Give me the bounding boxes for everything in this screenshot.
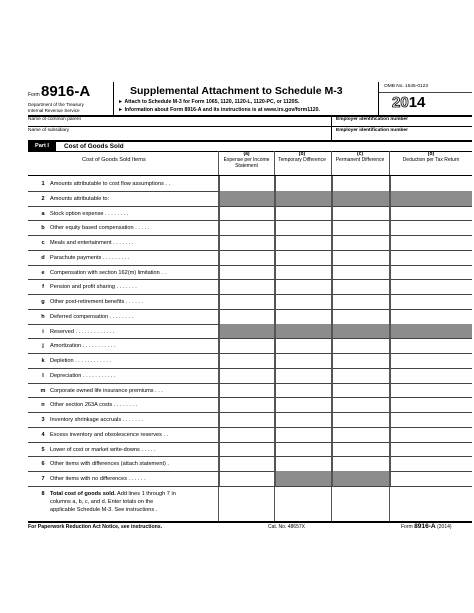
form-prefix: Form xyxy=(28,92,40,98)
column-label-b: Temporary Difference xyxy=(278,156,326,163)
line-8-text-1a: Add lines 1 through 7 in xyxy=(115,491,176,497)
line-leader-dots: . . . . . . . . xyxy=(103,210,129,217)
line-leader-dots: . . . xyxy=(153,387,163,394)
amount-cell-col-d[interactable] xyxy=(390,220,472,235)
amount-cell-col-d[interactable] xyxy=(390,471,472,486)
amount-cell-col-c[interactable] xyxy=(332,442,389,457)
line-label xyxy=(50,461,169,467)
line-number: g xyxy=(41,299,45,305)
line-8-bold: Total cost of goods sold. xyxy=(50,491,116,497)
line-8-text-3 xyxy=(50,508,157,514)
line-leader-dots: . . xyxy=(163,181,171,187)
amount-cell-col-b[interactable] xyxy=(275,279,331,294)
line-label-text: Amounts attributable to: xyxy=(50,195,110,202)
line-label-text: Parachute payments xyxy=(50,254,102,261)
column-letter-c: (c) xyxy=(356,151,364,157)
column-label-c: Permanent Difference xyxy=(335,156,385,163)
amount-cell-col-a[interactable] xyxy=(219,368,274,383)
line-leader-dots: . . . . . . . xyxy=(115,284,137,291)
line-row xyxy=(28,427,472,442)
amount-cell-col-a[interactable] xyxy=(219,383,274,398)
amount-cell-col-a[interactable] xyxy=(219,427,274,442)
paperwork-notice: For Paperwork Reduction Act Notice, see instructions. xyxy=(28,524,163,530)
line-label-text: Depreciation xyxy=(50,372,82,379)
amount-cell-col-d[interactable] xyxy=(390,368,472,383)
line-label-text: Lower of cost or market write-downs xyxy=(50,446,140,453)
amount-cell-col-b[interactable] xyxy=(275,206,331,221)
amount-cell-col-b[interactable] xyxy=(275,338,331,353)
amount-cell-col-b[interactable] xyxy=(275,220,331,235)
column-letter-d: (d) xyxy=(427,151,435,157)
amount-cell-col-b[interactable] xyxy=(275,427,331,442)
amount-cell-col-d[interactable] xyxy=(390,442,472,457)
line-number: e xyxy=(41,269,45,276)
line-leader-dots: . . . . . . xyxy=(127,476,146,482)
line-label xyxy=(50,314,133,320)
items-header: Cost of Goods Sold Items xyxy=(82,157,146,163)
amount-cell-col-c[interactable] xyxy=(332,279,389,294)
identity-divider-1 xyxy=(331,116,332,126)
amount-cell-col-b[interactable] xyxy=(275,412,331,427)
column-letter-b: (b) xyxy=(298,151,306,157)
common-parent-field[interactable] xyxy=(28,126,472,127)
amount-cell-col-d[interactable] xyxy=(390,279,472,294)
amount-cell-col-a[interactable] xyxy=(219,235,274,250)
footer-form-label xyxy=(401,524,452,531)
line-8-text-3a: applicable Schedule M-3. See instructions xyxy=(50,507,155,513)
line-leader-dots: . . . . . . . . . xyxy=(101,254,130,261)
line-leader-dots: . . . . . . . . . . . xyxy=(81,343,116,350)
service-line: Internal Revenue Service xyxy=(28,108,80,113)
amount-cell-col-a[interactable] xyxy=(219,176,274,191)
line-number: c xyxy=(41,240,45,246)
amount-cell-col-a[interactable] xyxy=(219,220,274,235)
line-leader-dots: . . . . . xyxy=(139,446,156,453)
line-number: 6 xyxy=(41,461,45,468)
line-label xyxy=(50,329,114,335)
amount-cell-col-a[interactable] xyxy=(219,412,274,427)
ein-label-subsidiary: Employer identification number xyxy=(336,128,408,133)
column-header-b xyxy=(277,152,327,164)
line-label-text: Corporate owned life insurance premiums xyxy=(50,387,154,394)
amount-cell-col-b[interactable] xyxy=(275,250,331,265)
line-label-text: Inventory shrinkage accruals xyxy=(50,417,122,423)
line-number: h xyxy=(41,313,45,320)
line-row xyxy=(28,456,472,471)
amount-cell-col-d[interactable] xyxy=(390,397,472,412)
amount-cell-col-b[interactable] xyxy=(275,235,331,250)
line-label-text: Reserved xyxy=(50,328,74,335)
line-label-text: Other equity based compensation xyxy=(50,225,134,232)
line-leader-dots: . . . . . . . . . . . . xyxy=(73,358,111,364)
amount-cell-col-d[interactable] xyxy=(390,338,472,353)
line-row xyxy=(28,176,472,191)
line-label xyxy=(50,432,168,438)
column-letter-a: (a) xyxy=(243,151,250,157)
tax-year-prefix: 20 xyxy=(392,94,409,111)
line-row xyxy=(28,235,472,250)
line-label-text: Amounts attributable to cost flow assumptions xyxy=(50,181,164,187)
line-label xyxy=(50,476,146,482)
amount-cell-col-a[interactable] xyxy=(219,309,274,324)
amount-cell-col-a[interactable] xyxy=(219,353,274,368)
amount-cell-col-b[interactable] xyxy=(275,383,331,398)
line-8-col-d[interactable] xyxy=(390,491,472,521)
common-parent-label: Name of common parent xyxy=(28,117,81,122)
amount-cell-col-a xyxy=(219,191,274,206)
line-row xyxy=(28,206,472,221)
amount-cell-col-a[interactable] xyxy=(219,250,274,265)
line-leader-dots: . xyxy=(165,461,169,468)
subsidiary-field[interactable] xyxy=(28,140,472,142)
line-label xyxy=(50,343,115,349)
amount-cell-col-c[interactable] xyxy=(332,383,389,398)
column-header-a xyxy=(219,152,274,169)
form-title: Supplemental Attachment to Schedule M-3 xyxy=(130,85,343,97)
line-number: a xyxy=(41,210,45,217)
form-number: 8916-A xyxy=(41,83,91,100)
line-row xyxy=(28,412,472,427)
amount-cell-col-b[interactable] xyxy=(275,294,331,309)
line-8-text-1 xyxy=(50,492,176,498)
amount-cell-col-c[interactable] xyxy=(332,427,389,442)
line-number: 3 xyxy=(41,417,45,423)
line-8-col-b[interactable] xyxy=(275,491,331,521)
amount-cell-col-b[interactable] xyxy=(275,456,331,471)
line-label xyxy=(50,299,143,305)
line-leader-dots: . . . . . . . xyxy=(111,240,134,246)
line-row xyxy=(28,220,472,235)
footer-form-prefix: Form xyxy=(401,524,413,530)
line-row xyxy=(28,324,472,339)
amount-cell-col-c[interactable] xyxy=(332,220,389,235)
ein-label-parent: Employer identification number xyxy=(336,117,408,122)
amount-cell-col-b[interactable] xyxy=(275,309,331,324)
subsidiary-label: Name of subsidiary xyxy=(28,128,70,133)
amount-cell-col-a xyxy=(219,324,274,339)
line-number: b xyxy=(41,225,45,232)
amount-cell-col-b[interactable] xyxy=(275,442,331,457)
line-label xyxy=(50,240,133,246)
line-number: 4 xyxy=(41,431,45,438)
part-tag xyxy=(28,142,56,151)
line-row xyxy=(28,294,472,309)
line-8-number: 8 xyxy=(41,491,45,497)
amount-cell-col-c[interactable] xyxy=(332,412,389,427)
amount-cell-col-a[interactable] xyxy=(219,265,274,280)
line-label xyxy=(50,270,166,276)
amount-cell-col-d[interactable] xyxy=(390,176,472,191)
amount-cell-col-b[interactable] xyxy=(275,265,331,280)
line-label xyxy=(50,284,137,290)
amount-cell-col-c[interactable] xyxy=(332,456,389,471)
tax-year-suffix: 14 xyxy=(408,94,426,111)
catalog-number: Cat. No. 48657X xyxy=(268,524,305,530)
line-label-text: Stock option expense xyxy=(50,210,104,217)
amount-cell-col-c[interactable] xyxy=(332,397,389,412)
amount-cell-col-c[interactable] xyxy=(332,250,389,265)
amount-cell-col-a[interactable] xyxy=(219,206,274,221)
line-number: n xyxy=(41,402,45,409)
line-8-col-a[interactable] xyxy=(219,491,274,521)
line-label-text: Excess inventory and obsolescence reserves xyxy=(50,431,162,438)
amount-cell-col-c[interactable] xyxy=(332,235,389,250)
header-divider-left xyxy=(113,82,114,115)
amount-cell-col-a[interactable] xyxy=(219,456,274,471)
tax-year xyxy=(392,95,425,110)
amount-cell-col-c[interactable] xyxy=(332,368,389,383)
amount-cell-col-a[interactable] xyxy=(219,442,274,457)
table-bottom-rule xyxy=(28,521,472,523)
amount-cell-col-b[interactable] xyxy=(275,353,331,368)
line-label xyxy=(50,211,128,217)
header-divider-right xyxy=(378,82,379,115)
line-label-text: Other section 263A costs xyxy=(50,402,113,409)
amount-cell-col-b xyxy=(275,324,331,339)
line-number: 5 xyxy=(41,446,45,453)
line-number: 7 xyxy=(41,476,45,482)
amount-cell-col-d[interactable] xyxy=(390,427,472,442)
amount-cell-col-b[interactable] xyxy=(275,368,331,383)
line-number: k xyxy=(41,358,45,364)
amount-cell-col-c[interactable] xyxy=(332,176,389,191)
amount-cell-col-d[interactable] xyxy=(390,309,472,324)
amount-cell-col-d[interactable] xyxy=(390,206,472,221)
column-label-d: Deduction per Tax Return xyxy=(402,156,460,163)
amount-cell-col-b[interactable] xyxy=(275,397,331,412)
line-label-text: Depletion xyxy=(50,358,74,364)
amount-cell-col-c[interactable] xyxy=(332,338,389,353)
amount-cell-col-c xyxy=(332,471,389,486)
line-8-col-c[interactable] xyxy=(332,491,389,521)
amount-cell-col-a[interactable] xyxy=(219,338,274,353)
line-8-dots: . xyxy=(154,507,158,513)
line-row xyxy=(28,353,472,368)
identity-divider-2 xyxy=(331,127,332,140)
line-number: f xyxy=(42,284,44,291)
amount-cell-col-a[interactable] xyxy=(219,397,274,412)
line-label xyxy=(50,358,111,364)
line-label xyxy=(50,196,109,202)
line-row xyxy=(28,397,472,412)
amount-cell-col-c[interactable] xyxy=(332,309,389,324)
line-row xyxy=(28,191,472,206)
amount-cell-col-d[interactable] xyxy=(390,412,472,427)
amount-cell-col-c xyxy=(332,324,389,339)
line-leader-dots: . . xyxy=(161,431,169,438)
amount-cell-col-d[interactable] xyxy=(390,294,472,309)
line-label-text: Meals and entertainment xyxy=(50,240,112,246)
line-number: l xyxy=(42,372,44,379)
amount-cell-col-d[interactable] xyxy=(390,383,472,398)
line-8-text-2: columns a, b, c, and d. Enter totals on the xyxy=(50,499,154,505)
line-label-text: Amortization xyxy=(50,343,82,350)
line-label xyxy=(50,447,155,453)
line-number: i xyxy=(42,328,44,335)
line-label xyxy=(50,373,116,379)
line-row xyxy=(28,471,472,486)
line-label xyxy=(50,181,170,187)
amount-cell-col-d[interactable] xyxy=(390,250,472,265)
line-row xyxy=(28,338,472,353)
line-label xyxy=(50,402,137,408)
line-leader-dots: . . . . . . . . . . . . . xyxy=(73,328,115,335)
line-label-text: Other post-retirement benefits xyxy=(50,299,125,305)
amount-cell-col-a[interactable] xyxy=(219,279,274,294)
line-number: 1 xyxy=(41,181,45,187)
line-label xyxy=(50,225,149,231)
amount-cell-col-c[interactable] xyxy=(332,265,389,280)
line-row xyxy=(28,383,472,398)
amount-cell-col-c[interactable] xyxy=(332,353,389,368)
line-label-text: Deferred compensation xyxy=(50,313,109,320)
line-row xyxy=(28,309,472,324)
amount-cell-col-c[interactable] xyxy=(332,294,389,309)
part-title: Cost of Goods Sold xyxy=(64,143,124,150)
department-line: Department of the Treasury xyxy=(28,102,84,107)
line-leader-dots: . . . . . . . xyxy=(121,417,143,423)
line-leader-dots: . . . . . . . . xyxy=(108,313,134,320)
line-row xyxy=(28,250,472,265)
amount-cell-col-a[interactable] xyxy=(219,294,274,309)
amount-cell-col-b xyxy=(275,471,331,486)
footer-form-number: 8916-A xyxy=(414,523,436,530)
column-header-d xyxy=(391,152,471,164)
amount-cell-col-a[interactable] xyxy=(219,471,274,486)
line-leader-dots: . . . . . xyxy=(133,225,150,232)
line-leader-dots: . . . . . . xyxy=(124,299,143,305)
line-row xyxy=(28,442,472,457)
amount-cell-col-d[interactable] xyxy=(390,235,472,250)
line-label-text: Other items with differences (attach statement) xyxy=(50,461,166,468)
amount-cell-col-b xyxy=(275,191,331,206)
line-leader-dots: . . xyxy=(159,269,166,276)
line-number: d xyxy=(41,254,45,261)
amount-cell-col-d[interactable] xyxy=(390,353,472,368)
attach-instruction: ► Attach to Schedule M-3 for Form 1065, 1120, 1120-L, 1120-PC, or 1120S. xyxy=(118,99,300,105)
omb-divider xyxy=(379,92,472,93)
amount-cell-col-d xyxy=(390,191,472,206)
omb-number: OMB No. 1545-0123 xyxy=(384,84,428,89)
part-tag-label: Part I xyxy=(35,143,49,149)
line-label xyxy=(50,255,129,261)
line-number: m xyxy=(40,387,46,394)
amount-cell-col-d xyxy=(390,324,472,339)
column-header-c xyxy=(334,152,386,164)
amount-cell-col-c[interactable] xyxy=(332,206,389,221)
line-number: 2 xyxy=(41,195,45,202)
line-label-text: Compensation with section 162(m) limitation xyxy=(50,269,160,276)
line-leader-dots: . . . . . . . . . . . xyxy=(81,372,116,379)
amount-cell-col-d[interactable] xyxy=(390,456,472,471)
line-leader-dots: . . . . . . . . xyxy=(112,402,138,409)
amount-cell-col-b[interactable] xyxy=(275,176,331,191)
amount-cell-col-d[interactable] xyxy=(390,265,472,280)
line-label-text: Pension and profit sharing xyxy=(50,284,115,291)
line-label-text: Other items with no differences xyxy=(50,476,128,482)
footer-form-year: (2014) xyxy=(437,524,452,530)
line-row xyxy=(28,279,472,294)
row-rule xyxy=(28,486,472,487)
amount-cell-col-c xyxy=(332,191,389,206)
line-row xyxy=(28,265,472,280)
line-label xyxy=(50,388,163,394)
line-number: j xyxy=(42,343,44,350)
line-label xyxy=(50,417,143,423)
info-instruction: ► Information about Form 8916-A and its instructions is at www.irs.gov/form1120. xyxy=(118,107,320,113)
column-label-a: Expense per Income Statement xyxy=(223,156,270,169)
line-row xyxy=(28,368,472,383)
